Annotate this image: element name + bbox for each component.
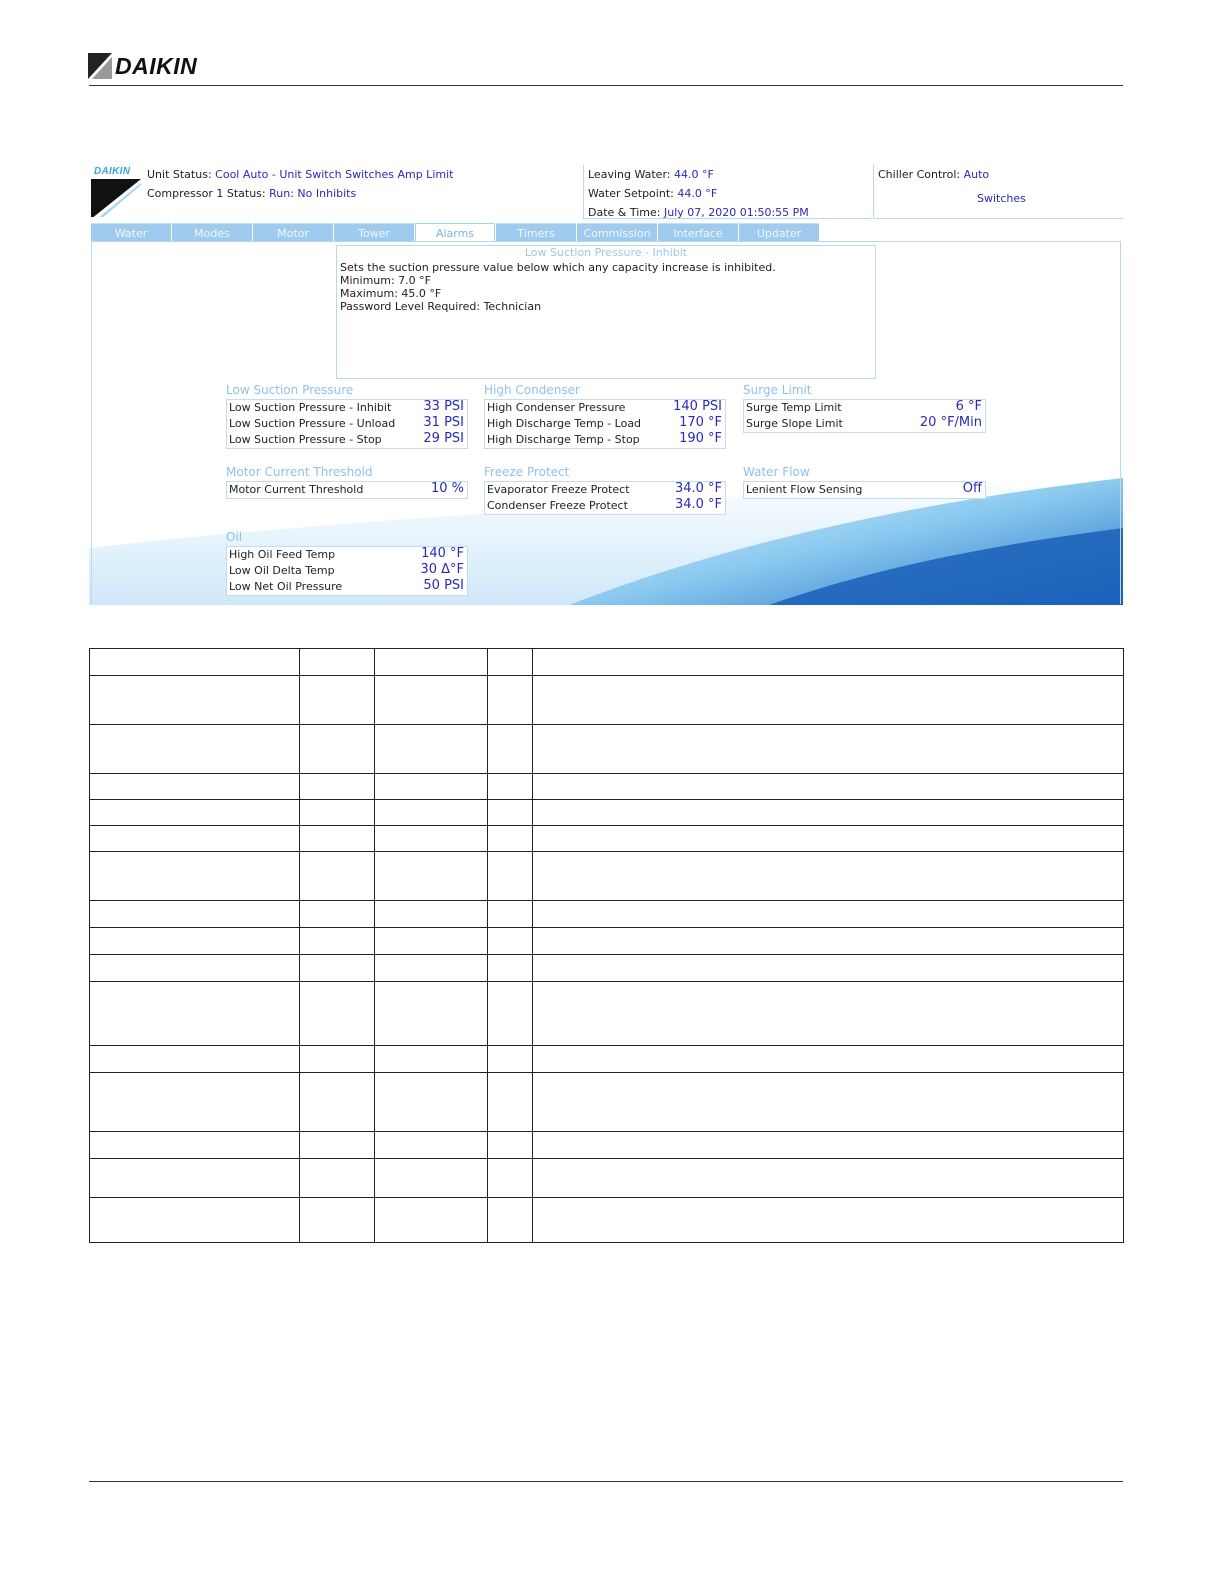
setting-label: Low Net Oil Pressure (229, 580, 343, 593)
group-title-freeze-protect: Freeze Protect (484, 465, 570, 479)
table-row (90, 1073, 1124, 1132)
setting-label: Low Suction Pressure - Stop (229, 433, 382, 446)
daikin-logo (88, 52, 197, 80)
switches-link[interactable]: Switches (977, 192, 1026, 205)
setting-row[interactable] (227, 416, 467, 432)
table-row (90, 774, 1124, 800)
setting-value[interactable]: 170 °F (679, 415, 722, 430)
chiller-control-label: Chiller Control: (878, 168, 961, 181)
setting-value[interactable]: 20 °F/Min (919, 415, 982, 430)
water-setpoint (588, 187, 717, 200)
help-line: Maximum: 45.0 °F (340, 287, 442, 300)
table-row (90, 1046, 1124, 1073)
setting-label: High Discharge Temp - Stop (487, 433, 640, 446)
setting-row[interactable] (485, 400, 725, 416)
table-row (90, 800, 1124, 826)
setting-label: Surge Slope Limit (746, 417, 843, 430)
date-time-label: Date & Time: (588, 206, 661, 219)
water-setpoint-value: 44.0 °F (677, 187, 718, 200)
setting-row[interactable] (485, 416, 725, 432)
unit-status-label: Unit Status: (147, 168, 212, 181)
water-setpoint-label: Water Setpoint: (588, 187, 674, 200)
setting-row[interactable] (227, 563, 467, 579)
setting-value[interactable]: 190 °F (679, 431, 722, 446)
setting-label: Condenser Freeze Protect (487, 499, 628, 512)
tab-updater[interactable]: Updater (739, 223, 819, 242)
setting-row[interactable] (227, 432, 467, 448)
group-water-flow (743, 481, 986, 499)
header-divider (873, 218, 1123, 219)
setting-row[interactable] (227, 547, 467, 563)
group-title-low-suction: Low Suction Pressure (226, 383, 354, 397)
table-row (90, 955, 1124, 982)
compressor-status-label: Compressor 1 Status: (147, 187, 266, 200)
table-row (90, 982, 1124, 1046)
table-row (90, 826, 1124, 852)
group-title-surge-limit: Surge Limit (743, 383, 812, 397)
setting-label: Surge Temp Limit (746, 401, 842, 414)
group-low-suction (226, 399, 468, 449)
daikin-logo-mark-icon (88, 53, 112, 79)
tab-modes[interactable]: Modes (172, 223, 252, 242)
setting-label: Low Suction Pressure - Inhibit (229, 401, 392, 414)
setting-label: Low Suction Pressure - Unload (229, 417, 396, 430)
group-freeze-protect (484, 481, 726, 515)
compressor-status (147, 187, 356, 200)
unit-status-value: Cool Auto - Unit Switch Switches Amp Limit (215, 168, 454, 181)
date-time (588, 206, 809, 219)
help-line: Password Level Required: Technician (340, 300, 542, 313)
tab-water[interactable]: Water (91, 223, 171, 242)
hmi-logo (91, 165, 143, 217)
table-row (90, 649, 1124, 676)
setting-row[interactable] (744, 400, 985, 416)
leaving-water-value: 44.0 °F (674, 168, 714, 181)
hmi-logo-text: DAIKIN (94, 166, 131, 177)
tab-tower[interactable]: Tower (334, 223, 414, 242)
setting-row[interactable] (485, 482, 725, 498)
group-title-motor-current: Motor Current Threshold (226, 465, 373, 479)
table-row (90, 1132, 1124, 1159)
setting-value[interactable]: 33 PSI (423, 399, 464, 414)
leaving-water (588, 168, 714, 181)
help-line: Sets the suction pressure value below which any capacity increase is inhibited. (340, 261, 776, 274)
chiller-control[interactable] (878, 168, 989, 181)
setting-value[interactable]: 140 PSI (673, 399, 722, 414)
tab-commission[interactable]: Commission (577, 223, 657, 242)
hmi-screenshot (89, 163, 1123, 605)
table-row (90, 1159, 1124, 1198)
date-time-value: July 07, 2020 01:50:55 PM (664, 206, 809, 219)
setting-label: High Condenser Pressure (487, 401, 626, 414)
tab-timers[interactable]: Timers (496, 223, 576, 242)
group-motor-current (226, 481, 468, 499)
header-divider (583, 165, 584, 219)
tab-motor[interactable]: Motor (253, 223, 333, 242)
table-row (90, 928, 1124, 955)
group-high-condenser (484, 399, 726, 449)
setting-row[interactable] (744, 482, 985, 498)
unit-status (147, 168, 453, 181)
setting-value[interactable]: 6 °F (955, 399, 982, 414)
setting-value[interactable]: 34.0 °F (674, 497, 722, 512)
group-title-high-condenser: High Condenser (484, 383, 580, 397)
group-oil (226, 546, 468, 596)
table-row (90, 852, 1124, 901)
help-box (336, 245, 876, 379)
settings-table (89, 648, 1124, 1243)
help-body (340, 261, 776, 313)
header-divider (873, 165, 874, 219)
tab-interface[interactable]: Interface (658, 223, 738, 242)
table-row (90, 901, 1124, 928)
setting-value[interactable]: 30 Δ°F (420, 562, 464, 577)
footer-rule (89, 1481, 1123, 1482)
setting-row[interactable] (227, 579, 467, 595)
tab-bar (91, 223, 820, 242)
setting-value[interactable]: 34.0 °F (674, 481, 722, 496)
setting-label: Lenient Flow Sensing (746, 483, 863, 496)
group-title-oil: Oil (226, 530, 243, 544)
setting-label: High Oil Feed Temp (229, 548, 336, 561)
setting-value[interactable]: Off (962, 481, 982, 496)
setting-label: Motor Current Threshold (229, 483, 364, 496)
table-row (90, 676, 1124, 725)
setting-row[interactable] (485, 432, 725, 448)
chiller-control-value[interactable]: Auto (963, 168, 990, 181)
help-title: Low Suction Pressure - Inhibit (524, 246, 688, 259)
setting-row[interactable] (227, 482, 467, 498)
setting-value[interactable]: 140 °F (421, 546, 464, 561)
setting-label: Evaporator Freeze Protect (487, 483, 630, 496)
header-rule (89, 85, 1123, 86)
setting-value[interactable]: 31 PSI (423, 415, 464, 430)
compressor-status-value: Run: No Inhibits (269, 187, 357, 200)
help-line: Minimum: 7.0 °F (340, 274, 431, 287)
group-surge-limit (743, 399, 986, 433)
setting-value[interactable]: 10 % (430, 481, 464, 496)
setting-value[interactable]: 29 PSI (423, 431, 464, 446)
setting-row[interactable] (227, 400, 467, 416)
table-row (90, 725, 1124, 774)
setting-row[interactable] (485, 498, 725, 514)
tab-alarms[interactable]: Alarms (415, 223, 495, 242)
setting-value[interactable]: 50 PSI (423, 578, 464, 593)
setting-row[interactable] (744, 416, 985, 432)
daikin-logo-text: DAIKIN (115, 52, 198, 79)
setting-label: High Discharge Temp - Load (487, 417, 642, 430)
group-title-water-flow: Water Flow (743, 465, 810, 479)
table-row (90, 1198, 1124, 1243)
setting-label: Low Oil Delta Temp (229, 564, 335, 577)
leaving-water-label: Leaving Water: (588, 168, 671, 181)
